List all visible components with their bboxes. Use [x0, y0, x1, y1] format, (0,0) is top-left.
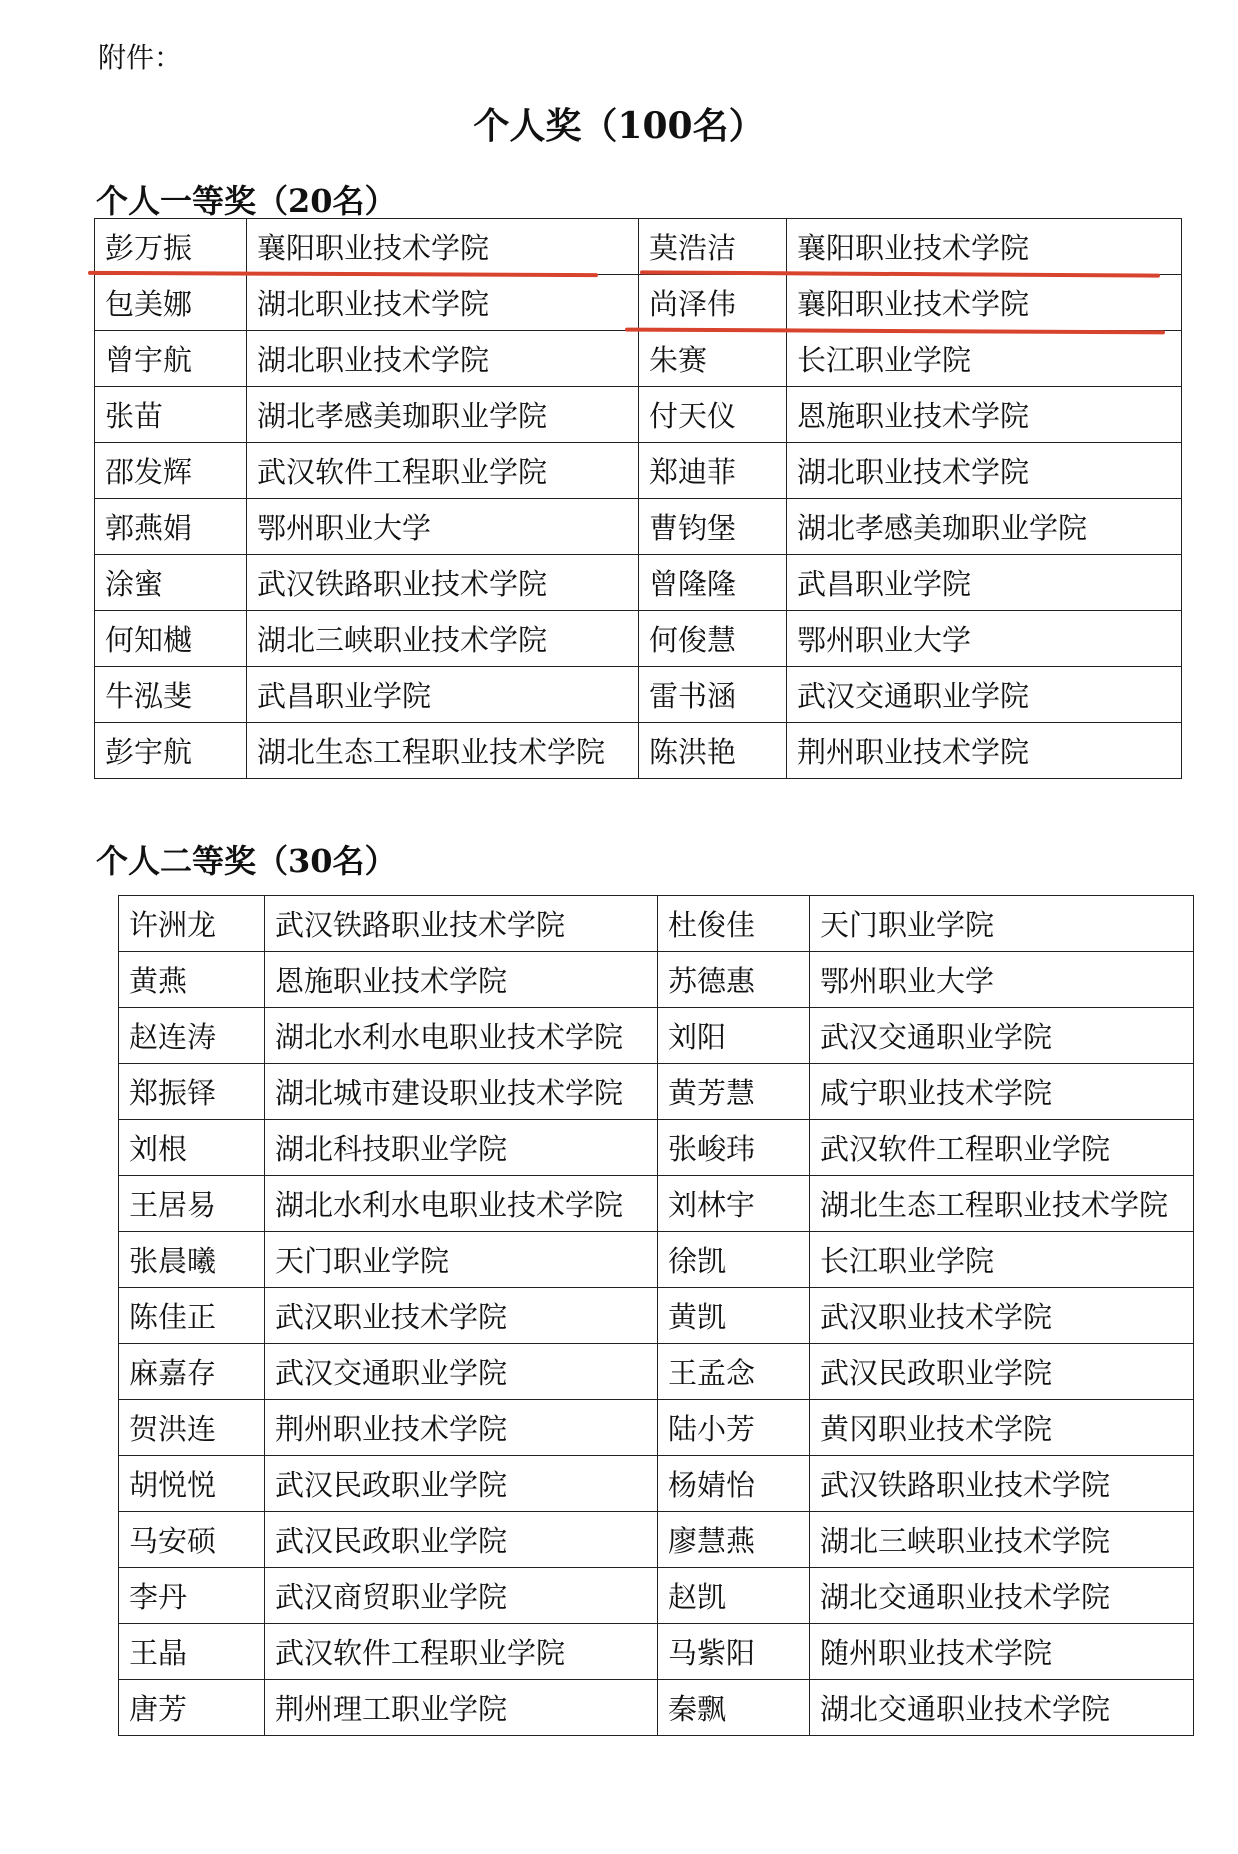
name-cell: 刘阳	[658, 1008, 810, 1064]
name-cell: 马紫阳	[658, 1624, 810, 1680]
name-cell: 何俊慧	[639, 611, 787, 667]
name-cell: 张晨曦	[119, 1232, 265, 1288]
name-cell: 杜俊佳	[658, 896, 810, 952]
name-cell: 唐芳	[119, 1680, 265, 1736]
school-cell: 湖北职业技术学院	[787, 443, 1182, 499]
table-row	[95, 219, 1182, 275]
name-cell: 何知樾	[95, 611, 247, 667]
school-cell: 咸宁职业技术学院	[810, 1064, 1194, 1120]
school-cell: 湖北生态工程职业技术学院	[247, 723, 639, 779]
school-cell: 武汉铁路职业技术学院	[247, 555, 639, 611]
school-cell: 长江职业学院	[810, 1232, 1194, 1288]
table-row	[95, 555, 1182, 611]
school-cell: 随州职业技术学院	[810, 1624, 1194, 1680]
school-cell: 黄冈职业技术学院	[810, 1400, 1194, 1456]
school-cell: 武汉软件工程职业学院	[810, 1120, 1194, 1176]
table-row	[119, 1064, 1194, 1120]
table-row	[119, 1232, 1194, 1288]
name-cell: 莫浩洁	[639, 219, 787, 275]
name-cell: 彭万振	[95, 219, 247, 275]
name-cell: 雷书涵	[639, 667, 787, 723]
page-title: 个人奖（100名）	[473, 105, 765, 147]
school-cell: 荆州职业技术学院	[787, 723, 1182, 779]
name-cell: 曾宇航	[95, 331, 247, 387]
name-cell: 王居易	[119, 1176, 265, 1232]
name-cell: 黄燕	[119, 952, 265, 1008]
table-row	[119, 1512, 1194, 1568]
name-cell: 涂蜜	[95, 555, 247, 611]
name-cell: 黄凯	[658, 1288, 810, 1344]
name-cell: 王孟念	[658, 1344, 810, 1400]
name-cell: 朱赛	[639, 331, 787, 387]
school-cell: 鄂州职业大学	[787, 611, 1182, 667]
first-prize-table	[94, 218, 1182, 779]
name-cell: 许洲龙	[119, 896, 265, 952]
table-row	[119, 1456, 1194, 1512]
school-cell: 长江职业学院	[787, 331, 1182, 387]
name-cell: 马安硕	[119, 1512, 265, 1568]
name-cell: 刘根	[119, 1120, 265, 1176]
name-cell: 秦飘	[658, 1680, 810, 1736]
school-cell: 武汉民政职业学院	[265, 1456, 658, 1512]
school-cell: 天门职业学院	[810, 896, 1194, 952]
school-cell: 武汉软件工程职业学院	[265, 1624, 658, 1680]
name-cell: 牛泓斐	[95, 667, 247, 723]
school-cell: 湖北生态工程职业技术学院	[810, 1176, 1194, 1232]
school-cell: 武汉民政职业学院	[810, 1344, 1194, 1400]
table-row	[119, 952, 1194, 1008]
name-cell: 赵凯	[658, 1568, 810, 1624]
school-cell: 荆州理工职业学院	[265, 1680, 658, 1736]
attachment-label: 附件：	[98, 41, 183, 74]
table-row	[119, 1624, 1194, 1680]
school-cell: 湖北交通职业技术学院	[810, 1568, 1194, 1624]
school-cell: 湖北孝感美珈职业学院	[247, 387, 639, 443]
name-cell: 李丹	[119, 1568, 265, 1624]
name-cell: 胡悦悦	[119, 1456, 265, 1512]
school-cell: 荆州职业技术学院	[265, 1400, 658, 1456]
table-row	[119, 1344, 1194, 1400]
table-row	[95, 499, 1182, 555]
table-row	[95, 387, 1182, 443]
table-row	[119, 1288, 1194, 1344]
table-row	[119, 896, 1194, 952]
name-cell: 郭燕娟	[95, 499, 247, 555]
table-row	[119, 1120, 1194, 1176]
school-cell: 武汉职业技术学院	[265, 1288, 658, 1344]
school-cell: 武汉交通职业学院	[265, 1344, 658, 1400]
school-cell: 湖北交通职业技术学院	[810, 1680, 1194, 1736]
school-cell: 湖北城市建设职业技术学院	[265, 1064, 658, 1120]
name-cell: 郑迪菲	[639, 443, 787, 499]
name-cell: 张苗	[95, 387, 247, 443]
school-cell: 武汉铁路职业技术学院	[810, 1456, 1194, 1512]
school-cell: 武汉交通职业学院	[810, 1008, 1194, 1064]
table-row	[119, 1008, 1194, 1064]
school-cell: 武汉铁路职业技术学院	[265, 896, 658, 952]
name-cell: 陈佳正	[119, 1288, 265, 1344]
table-row	[119, 1176, 1194, 1232]
table-row	[119, 1400, 1194, 1456]
school-cell: 湖北水利水电职业技术学院	[265, 1008, 658, 1064]
school-cell: 武汉商贸职业学院	[265, 1568, 658, 1624]
school-cell: 襄阳职业技术学院	[787, 219, 1182, 275]
school-cell: 武汉交通职业学院	[787, 667, 1182, 723]
school-cell: 湖北职业技术学院	[247, 275, 639, 331]
school-cell: 鄂州职业大学	[810, 952, 1194, 1008]
school-cell: 湖北职业技术学院	[247, 331, 639, 387]
name-cell: 廖慧燕	[658, 1512, 810, 1568]
name-cell: 彭宇航	[95, 723, 247, 779]
name-cell: 赵连涛	[119, 1008, 265, 1064]
school-cell: 武昌职业学院	[787, 555, 1182, 611]
table-row	[95, 667, 1182, 723]
school-cell: 恩施职业技术学院	[787, 387, 1182, 443]
school-cell: 湖北科技职业学院	[265, 1120, 658, 1176]
name-cell: 付天仪	[639, 387, 787, 443]
school-cell: 湖北水利水电职业技术学院	[265, 1176, 658, 1232]
name-cell: 徐凯	[658, 1232, 810, 1288]
name-cell: 麻嘉存	[119, 1344, 265, 1400]
table-row	[119, 1680, 1194, 1736]
table-row	[95, 723, 1182, 779]
name-cell: 郑振铎	[119, 1064, 265, 1120]
school-cell: 湖北孝感美珈职业学院	[787, 499, 1182, 555]
name-cell: 曾隆隆	[639, 555, 787, 611]
school-cell: 天门职业学院	[265, 1232, 658, 1288]
name-cell: 陆小芳	[658, 1400, 810, 1456]
name-cell: 贺洪连	[119, 1400, 265, 1456]
name-cell: 尚泽伟	[639, 275, 787, 331]
school-cell: 湖北三峡职业技术学院	[810, 1512, 1194, 1568]
table-row	[95, 611, 1182, 667]
name-cell: 陈洪艳	[639, 723, 787, 779]
school-cell: 武汉民政职业学院	[265, 1512, 658, 1568]
school-cell: 武汉软件工程职业学院	[247, 443, 639, 499]
table-row	[119, 1568, 1194, 1624]
school-cell: 鄂州职业大学	[247, 499, 639, 555]
school-cell: 湖北三峡职业技术学院	[247, 611, 639, 667]
school-cell: 武昌职业学院	[247, 667, 639, 723]
name-cell: 包美娜	[95, 275, 247, 331]
school-cell: 襄阳职业技术学院	[787, 275, 1182, 331]
name-cell: 曹钧堡	[639, 499, 787, 555]
first-prize-heading: 个人一等奖（20名）	[96, 182, 397, 220]
name-cell: 黄芳慧	[658, 1064, 810, 1120]
second-prize-table	[118, 895, 1194, 1736]
name-cell: 苏德惠	[658, 952, 810, 1008]
name-cell: 张峻玮	[658, 1120, 810, 1176]
school-cell: 恩施职业技术学院	[265, 952, 658, 1008]
name-cell: 杨婧怡	[658, 1456, 810, 1512]
school-cell: 武汉职业技术学院	[810, 1288, 1194, 1344]
table-row	[95, 331, 1182, 387]
name-cell: 王晶	[119, 1624, 265, 1680]
table-row	[95, 443, 1182, 499]
name-cell: 刘林宇	[658, 1176, 810, 1232]
name-cell: 邵发辉	[95, 443, 247, 499]
second-prize-heading: 个人二等奖（30名）	[96, 842, 397, 880]
table-row	[95, 275, 1182, 331]
school-cell: 襄阳职业技术学院	[247, 219, 639, 275]
